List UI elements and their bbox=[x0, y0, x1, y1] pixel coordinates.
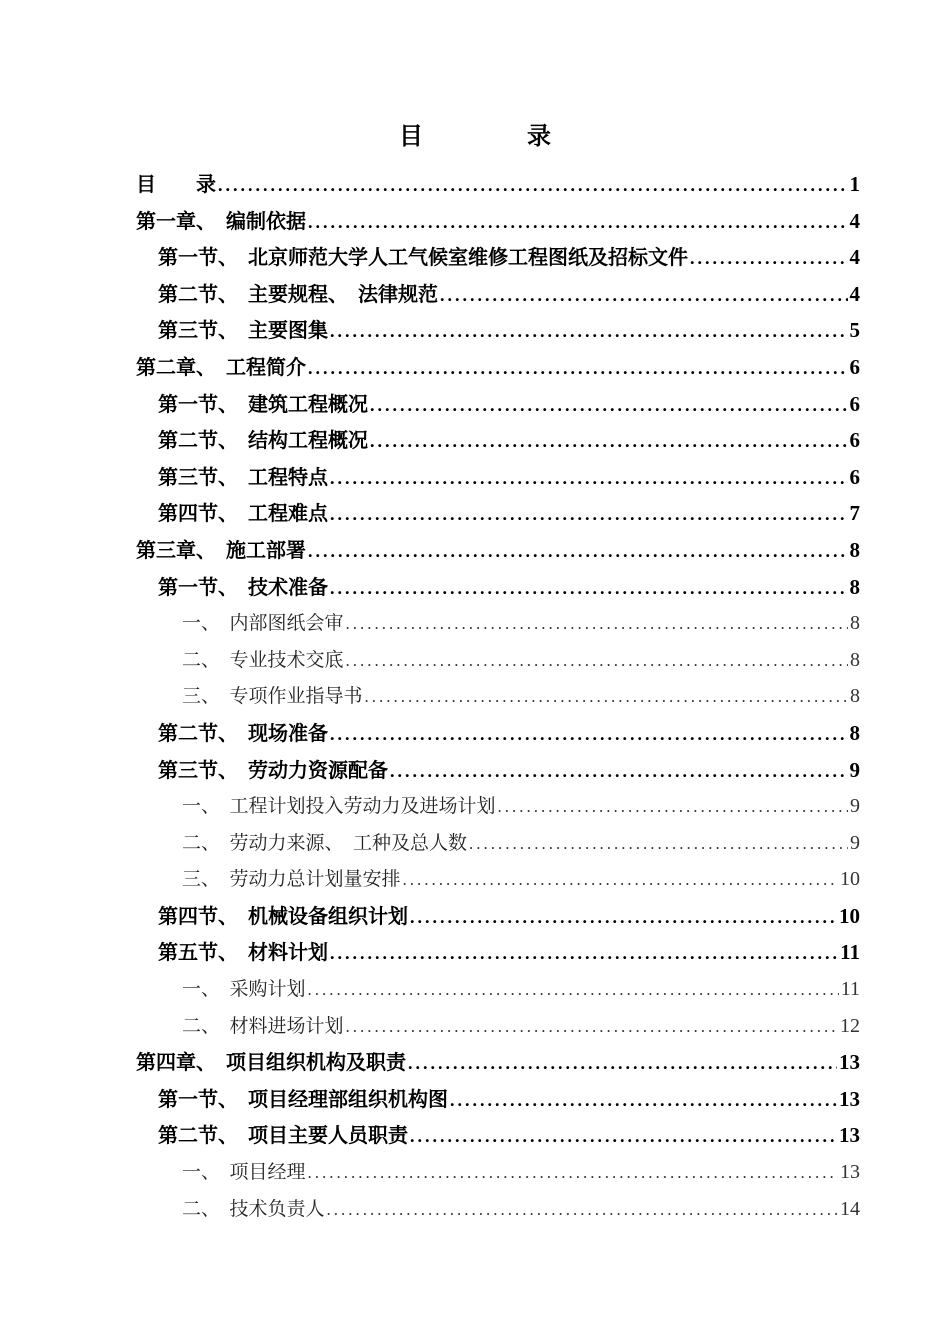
toc-entry-label: 第二节、 结构工程概况 bbox=[158, 428, 368, 453]
toc-entry[interactable] bbox=[136, 752, 860, 789]
toc-entry-label: 第二节、 项目主要人员职责 bbox=[158, 1123, 408, 1148]
toc-entry-label: 第二节、 主要规程、 法律规范 bbox=[158, 281, 438, 306]
toc-entry-label: 二、 劳动力来源、 工种及总人数 bbox=[182, 831, 468, 854]
toc-entry-label: 三、 劳动力总计划量安排 bbox=[182, 868, 401, 891]
toc-entry-page-number: 12 bbox=[840, 1014, 860, 1037]
toc-dot-leader bbox=[308, 204, 848, 241]
toc-entry-page-number: 9 bbox=[849, 757, 860, 782]
toc-dot-leader bbox=[450, 1082, 837, 1119]
toc-entry-label: 第一章、 编制依据 bbox=[136, 208, 306, 233]
toc-dot-leader bbox=[370, 387, 848, 424]
toc-entry-label: 二、 技术负责人 bbox=[182, 1197, 325, 1220]
toc-dot-leader bbox=[308, 1155, 838, 1192]
toc-entry-page-number: 7 bbox=[849, 501, 860, 526]
toc-dot-leader bbox=[327, 1192, 838, 1229]
toc-entry-label: 一、 工程计划投入劳动力及进场计划 bbox=[182, 795, 496, 818]
toc-dot-leader bbox=[330, 496, 848, 533]
toc-entry-page-number: 8 bbox=[850, 612, 860, 635]
toc-entry-label: 一、 内部图纸会审 bbox=[182, 612, 344, 635]
toc-entry[interactable] bbox=[136, 1117, 860, 1154]
toc-entry-label: 一、 采购计划 bbox=[182, 978, 306, 1001]
toc-entry[interactable] bbox=[136, 386, 860, 423]
toc-entry-label: 第三节、 劳动力资源配备 bbox=[158, 757, 388, 782]
toc-entry-page-number: 5 bbox=[849, 318, 860, 343]
page-title: 目 录 bbox=[399, 122, 591, 150]
toc-dot-leader bbox=[408, 1045, 837, 1082]
toc-entry-page-number: 13 bbox=[840, 1161, 860, 1184]
toc-entry-page-number: 8 bbox=[849, 537, 860, 562]
toc-entry[interactable] bbox=[136, 642, 860, 679]
toc-dot-leader bbox=[410, 899, 837, 936]
toc-dot-leader bbox=[469, 826, 848, 863]
toc-entry-label: 二、 专业技术交底 bbox=[182, 648, 344, 671]
toc-entry[interactable] bbox=[136, 1154, 860, 1191]
toc-entry-page-number: 6 bbox=[849, 391, 860, 416]
toc-entry-page-number: 10 bbox=[840, 868, 860, 891]
toc-entry-page-number: 8 bbox=[849, 720, 860, 745]
toc-entry-page-number: 13 bbox=[839, 1123, 860, 1148]
toc-entry-label: 第三节、 工程特点 bbox=[158, 464, 328, 489]
toc-entry[interactable] bbox=[136, 203, 860, 240]
toc-entry-label: 二、 材料进场计划 bbox=[182, 1014, 344, 1037]
toc-dot-leader bbox=[390, 753, 848, 790]
toc-dot-leader bbox=[690, 240, 848, 277]
toc-entry-label: 第三章、 施工部署 bbox=[136, 537, 306, 562]
toc-entry-page-number: 8 bbox=[850, 685, 860, 708]
toc-entry-label: 第四节、 机械设备组织计划 bbox=[158, 903, 408, 928]
toc-dot-leader bbox=[308, 972, 839, 1009]
toc-entry[interactable] bbox=[136, 971, 860, 1008]
toc-entry-label: 目 录 bbox=[136, 172, 216, 196]
toc-entry-label: 第一节、 技术准备 bbox=[158, 574, 328, 599]
toc-dot-leader bbox=[308, 533, 848, 570]
toc-dot-leader bbox=[370, 423, 848, 460]
toc-entry-label: 一、 项目经理 bbox=[182, 1161, 306, 1184]
toc-dot-leader bbox=[308, 350, 848, 387]
toc-entry-label: 第四节、 工程难点 bbox=[158, 501, 328, 526]
toc-dot-leader bbox=[498, 789, 848, 826]
toc-entry-page-number: 6 bbox=[849, 464, 860, 489]
toc-entry-page-number: 9 bbox=[850, 795, 860, 818]
toc-entry-page-number: 8 bbox=[849, 574, 860, 599]
toc-dot-leader bbox=[330, 716, 848, 753]
toc-entry[interactable] bbox=[136, 1008, 860, 1045]
toc-entry[interactable] bbox=[136, 532, 860, 569]
toc-dot-leader bbox=[330, 460, 848, 497]
toc-entry[interactable] bbox=[136, 349, 860, 386]
toc-dot-leader bbox=[330, 313, 848, 350]
toc-entry[interactable] bbox=[136, 239, 860, 276]
toc-entry[interactable] bbox=[136, 495, 860, 532]
toc-entry-page-number: 10 bbox=[839, 903, 860, 928]
toc-dot-leader bbox=[410, 1118, 837, 1155]
toc-entry-page-number: 11 bbox=[840, 978, 860, 1001]
toc-entry[interactable] bbox=[136, 1191, 860, 1228]
toc-entry[interactable] bbox=[136, 825, 860, 862]
toc-entry-label: 三、 专项作业指导书 bbox=[182, 685, 363, 708]
toc-entry[interactable] bbox=[136, 166, 860, 203]
toc-entry-page-number: 1 bbox=[849, 172, 860, 196]
toc-entry[interactable] bbox=[136, 422, 860, 459]
toc-entry-label: 第五节、 材料计划 bbox=[158, 940, 328, 965]
toc-dot-leader bbox=[403, 862, 838, 899]
toc-entry-page-number: 6 bbox=[849, 354, 860, 379]
toc-entry-page-number: 14 bbox=[840, 1197, 860, 1220]
toc-entry[interactable] bbox=[136, 276, 860, 313]
toc-entry[interactable] bbox=[136, 1044, 860, 1081]
toc-dot-leader bbox=[346, 1009, 838, 1046]
toc-entry-page-number: 11 bbox=[840, 940, 860, 965]
toc-entry[interactable] bbox=[136, 1081, 860, 1118]
toc-dot-leader bbox=[346, 606, 848, 643]
toc-dot-leader bbox=[440, 277, 848, 314]
toc-entry[interactable] bbox=[136, 459, 860, 496]
toc-dot-leader bbox=[346, 643, 848, 680]
toc-entry[interactable] bbox=[136, 312, 860, 349]
toc-entry[interactable] bbox=[136, 715, 860, 752]
toc-entry-label: 第二节、 现场准备 bbox=[158, 720, 328, 745]
toc-entry-label: 第一节、 北京师范大学人工气候室维修工程图纸及招标文件 bbox=[158, 245, 688, 270]
toc-dot-leader bbox=[218, 167, 848, 204]
toc-entry-page-number: 4 bbox=[849, 245, 860, 270]
toc-dot-leader bbox=[365, 679, 848, 716]
toc-entry-label: 第一节、 项目经理部组织机构图 bbox=[158, 1086, 448, 1111]
toc-entry-page-number: 8 bbox=[850, 648, 860, 671]
toc-entry-label: 第一节、 建筑工程概况 bbox=[158, 391, 368, 416]
toc-entry-page-number: 13 bbox=[839, 1050, 860, 1075]
toc-entry[interactable] bbox=[136, 605, 860, 642]
toc-entry-label: 第三节、 主要图集 bbox=[158, 318, 328, 343]
toc-entry[interactable] bbox=[136, 934, 860, 971]
toc-entry-page-number: 13 bbox=[839, 1086, 860, 1111]
table-of-contents bbox=[136, 166, 860, 1227]
toc-entry[interactable] bbox=[136, 569, 860, 606]
toc-entry-label: 第二章、 工程简介 bbox=[136, 354, 306, 379]
toc-entry-page-number: 6 bbox=[849, 428, 860, 453]
toc-entry-label: 第四章、 项目组织机构及职责 bbox=[136, 1050, 406, 1075]
toc-dot-leader bbox=[330, 935, 838, 972]
toc-entry-page-number: 9 bbox=[850, 831, 860, 854]
toc-entry[interactable] bbox=[136, 788, 860, 825]
toc-entry-page-number: 4 bbox=[849, 208, 860, 233]
toc-entry-page-number: 4 bbox=[849, 281, 860, 306]
toc-dot-leader bbox=[330, 570, 848, 607]
toc-entry[interactable] bbox=[136, 898, 860, 935]
toc-entry[interactable] bbox=[136, 678, 860, 715]
toc-entry[interactable] bbox=[136, 861, 860, 898]
